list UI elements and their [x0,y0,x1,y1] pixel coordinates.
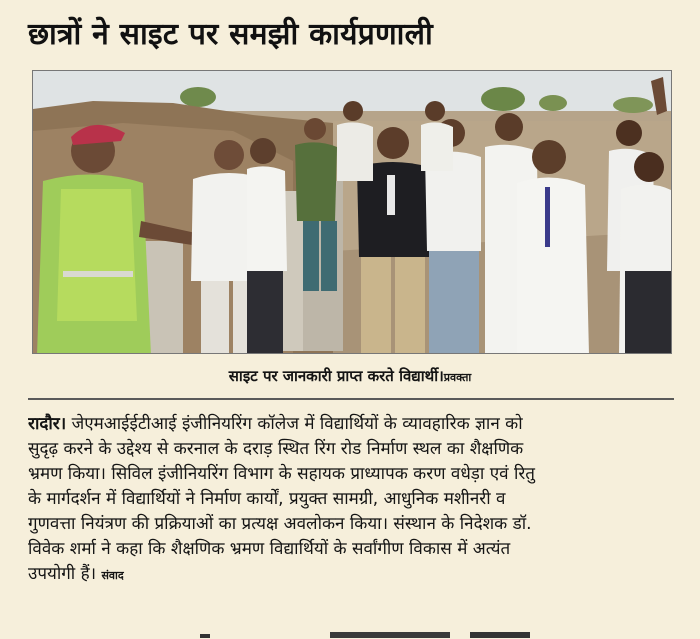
construction-site-photo [33,71,672,354]
photo-credit: प्रवक्ता [443,371,472,384]
photo-caption [0,366,700,386]
article-body [28,412,674,588]
body-line-text: जेएमआईईटीआई इंजीनियरिंग कॉलेज में विद्यार्थियों के व्यावहारिक ज्ञान को [71,414,523,434]
next-headline-cutoff [0,626,700,639]
body-line-text: उपयोगी हैं। [28,564,97,584]
body-line [28,412,674,437]
divider [28,398,674,400]
dateline: रादौर। [28,414,67,434]
agency-credit: संवाद [101,569,124,582]
body-line: सुदृढ़ करने के उद्देश्य से करनाल के दराड़ स्थित रिंग रोड निर्माण स्थल का शैक्षणिक [28,439,524,459]
caption-text: साइट पर जानकारी प्राप्त करते विद्यार्थी। [228,367,444,385]
news-photo [32,70,672,354]
body-line: के मार्गदर्शन में विद्यार्थियों ने निर्माण कार्यों, प्रयुक्त सामग्री, आधुनिक मशीनरी व [28,489,506,509]
body-line: गुणवत्ता नियंत्रण की प्रक्रियाओं का प्रत्यक्ष अवलोकन किया। संस्थान के निदेशक डॉ. [28,514,532,534]
headline: छात्रों ने साइट पर समझी कार्यप्रणाली [28,17,433,52]
body-line-last [28,562,674,588]
cutoff-text-fragments [0,628,700,639]
body-line: भ्रमण किया। सिविल इंजीनियरिंग विभाग के सहायक प्राध्यापक करण वधेड़ा एवं रितु [28,464,535,484]
body-line: विवेक शर्मा ने कहा कि शैक्षणिक भ्रमण विद्यार्थियों के सर्वांगीण विकास में अत्यंत [28,539,511,559]
